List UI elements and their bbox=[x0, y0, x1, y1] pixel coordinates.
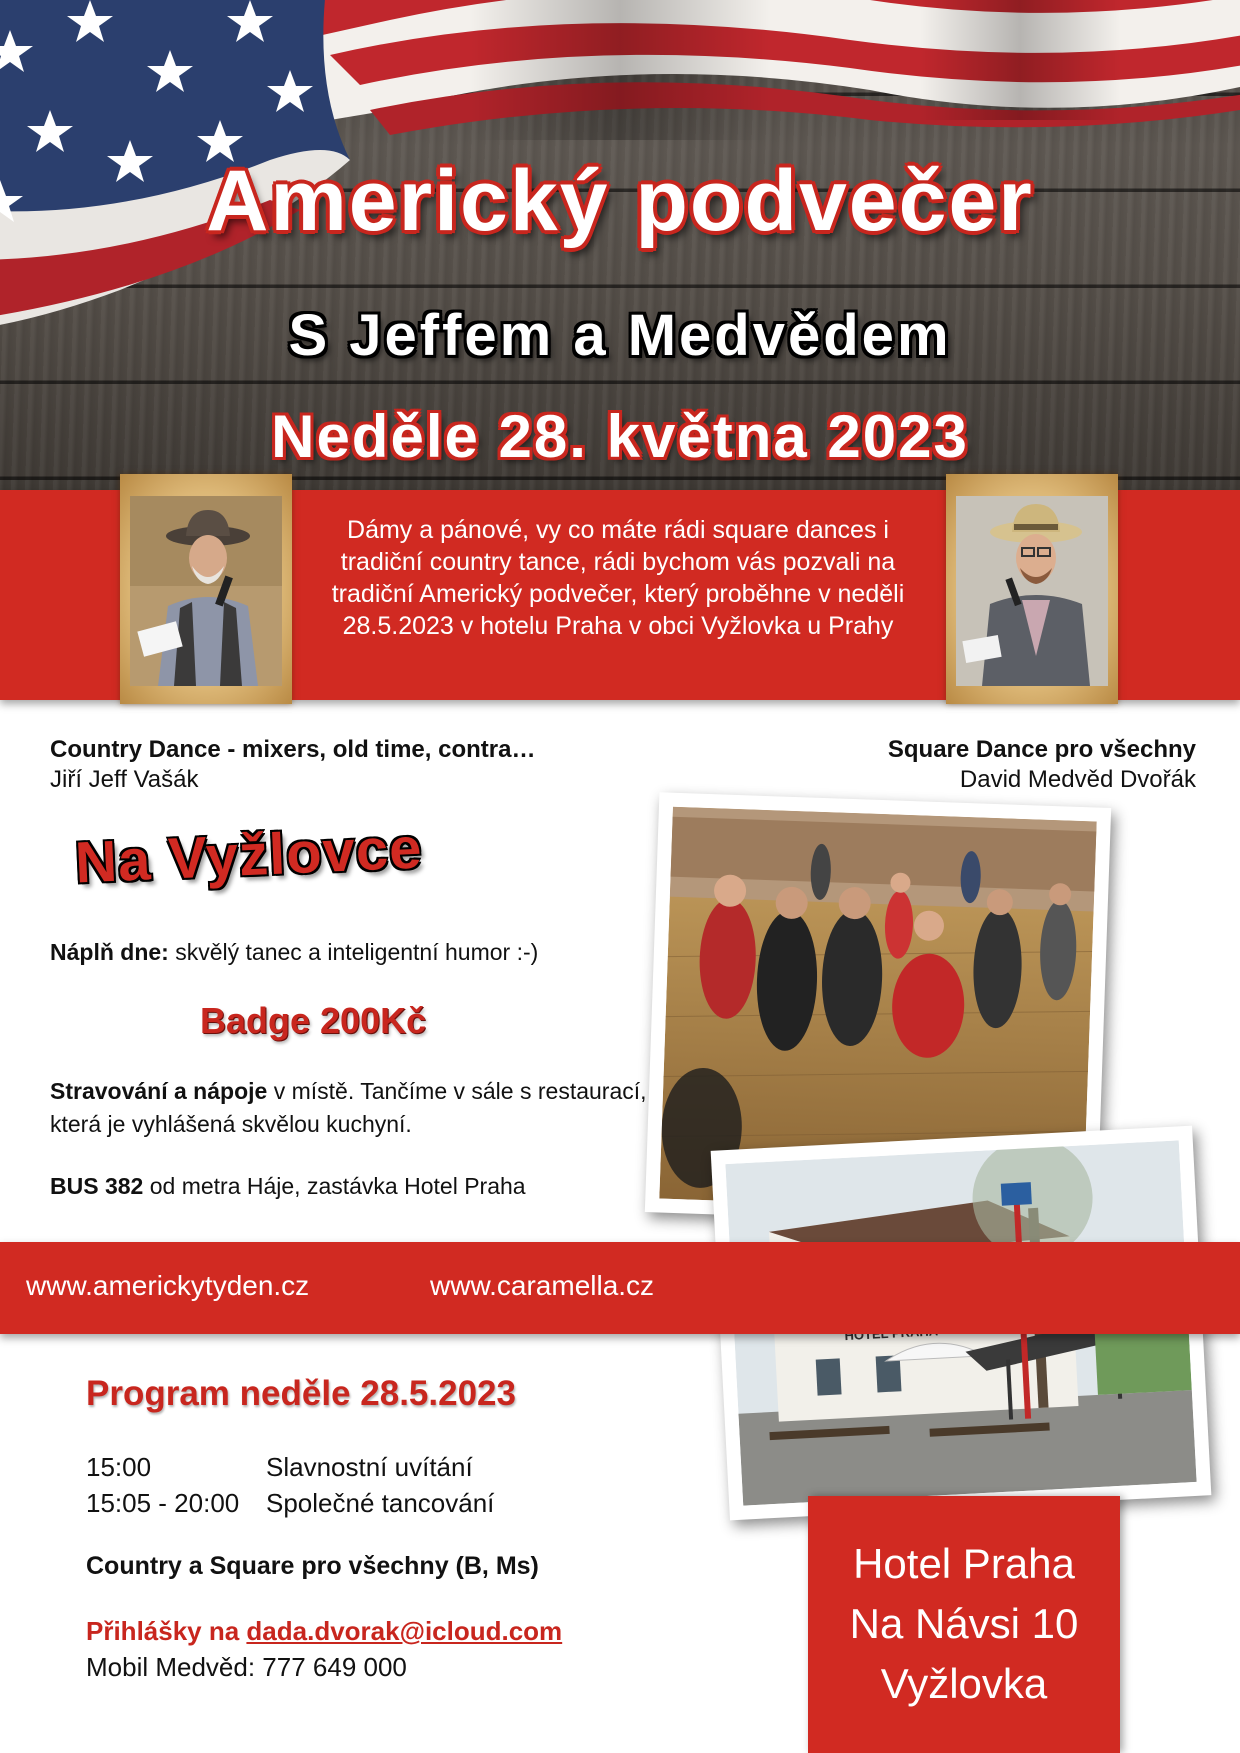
signup-line bbox=[86, 1616, 562, 1647]
day-content-text: skvělý tanec a inteligentní humor :-) bbox=[168, 939, 539, 965]
place-heading: Na Vyžlovce bbox=[73, 815, 424, 896]
event-date: Neděle 28. května 2023 bbox=[271, 403, 969, 470]
address-box bbox=[808, 1496, 1120, 1753]
address-hotel: Hotel Praha bbox=[853, 1540, 1075, 1587]
square-dance-heading: Square Dance pro všechny bbox=[887, 736, 1196, 763]
program-label: Společné tancování bbox=[266, 1488, 495, 1518]
medved-photo bbox=[956, 496, 1108, 686]
signup-email-link[interactable]: dada.dvorak@icloud.com bbox=[246, 1616, 563, 1646]
program-time: 15:05 - 20:00 bbox=[86, 1488, 240, 1518]
program-label: Slavnostní uvítání bbox=[266, 1452, 473, 1482]
square-dance-caller: David Medvěd Dvořák bbox=[959, 766, 1196, 793]
country-dance-heading: Country Dance - mixers, old time, contra… bbox=[50, 736, 536, 763]
program-item bbox=[86, 1452, 473, 1483]
day-content-label: Náplň dne: bbox=[50, 939, 169, 965]
country-dance-caller: Jiří Jeff Vašák bbox=[50, 766, 199, 793]
badge-price: Badge 200Kč bbox=[200, 1000, 427, 1041]
bus-text: od metra Háje, zastávka Hotel Praha bbox=[143, 1173, 526, 1199]
address-street: Na Návsi 10 bbox=[849, 1600, 1079, 1647]
website-link-caramella[interactable]: www.caramella.cz bbox=[430, 1270, 655, 1301]
catering-text: v místě. Tančíme v sále s restaurací, která je vyhlášená skvělou kuchyní. bbox=[50, 1078, 647, 1137]
catering-label: Stravování a nápoje bbox=[50, 1078, 268, 1104]
bus-label: BUS 382 bbox=[50, 1173, 144, 1199]
program-time: 15:00 bbox=[86, 1452, 152, 1482]
mobile-contact: Mobil Medvěd: 777 649 000 bbox=[86, 1652, 407, 1682]
program-item bbox=[86, 1488, 494, 1519]
event-subtitle: S Jeffem a Medvědem bbox=[288, 303, 952, 368]
day-content bbox=[50, 936, 538, 969]
portrait-jeff bbox=[120, 474, 292, 704]
intro-text: Dámy a pánové, vy co máte rádi square dances i tradiční country tance, rádi bychom vás pozvali na tradiční Americký podvečer, který proběhne v neděli 28.5.2023 v hotelu Praha v obci Vyžlovka u Prahy bbox=[331, 516, 905, 640]
portrait-medved bbox=[946, 474, 1118, 704]
catering-info bbox=[50, 1075, 650, 1141]
event-title: Americký podvečer bbox=[206, 153, 1034, 249]
signup-label: Přihlášky na bbox=[86, 1616, 247, 1646]
jeff-photo bbox=[130, 496, 282, 686]
header-banner bbox=[0, 0, 1240, 490]
website-link-americkytyden[interactable]: www.americkytyden.cz bbox=[26, 1270, 310, 1301]
address-town: Vyžlovka bbox=[880, 1660, 1048, 1707]
bus-info bbox=[50, 1170, 526, 1203]
program-category: Country a Square pro všechny (B, Ms) bbox=[86, 1552, 539, 1580]
program-title: Program neděle 28.5.2023 bbox=[86, 1374, 516, 1413]
